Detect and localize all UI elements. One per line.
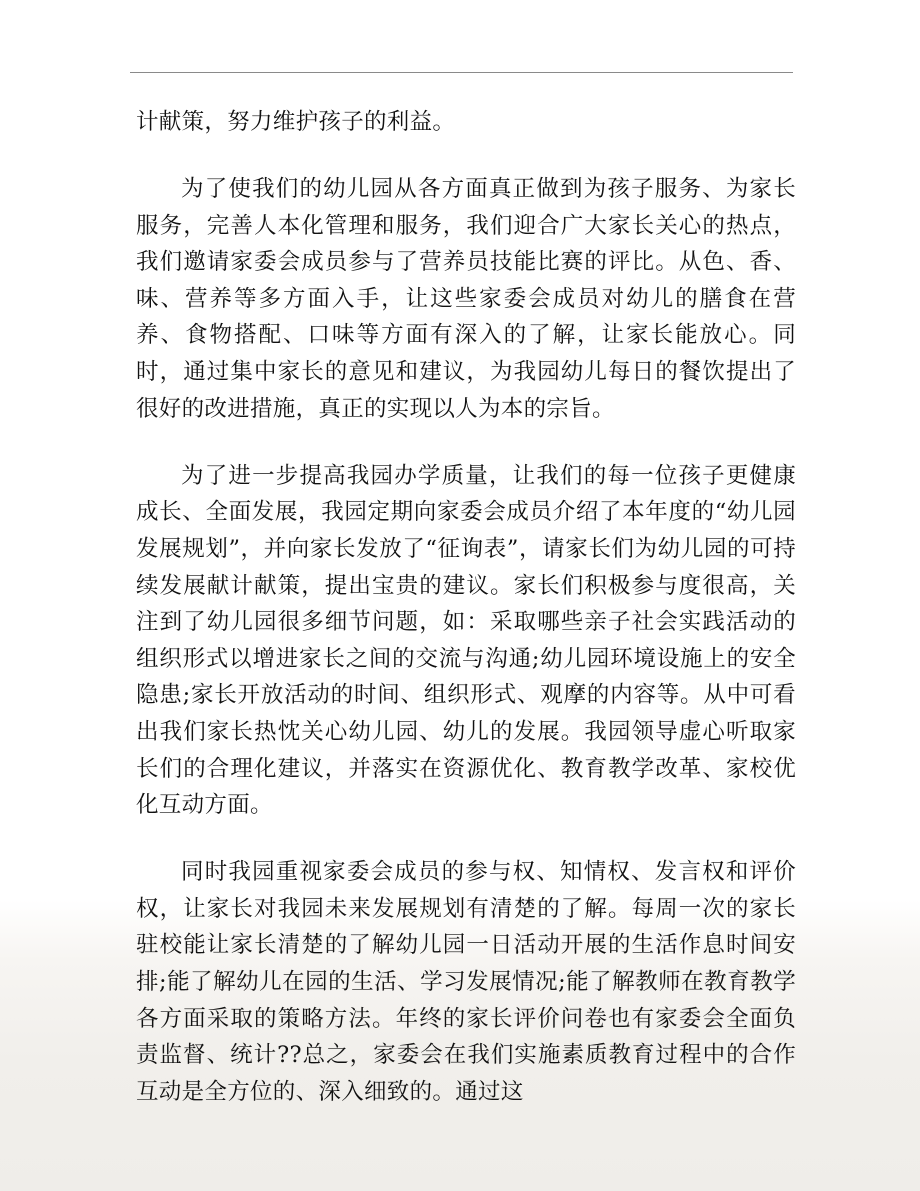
paragraph-3: 为了进一步提高我园办学质量，让我们的每一位孩子更健康成长、全面发展，我园定期向家委会成员介绍了本年度的“幼儿园发展规划”，并向家长发放了“征询表”，请家长们为幼儿园的可持续发展献计献策，提出宝贵的建议。家长们积极参与度很高，关注到了幼儿园很多细节问题，如：采取哪些亲子社会实践活动的组织形式以增进家长之间的交流与沟通;幼儿园环境设施上的安全隐患;家长开放活动的时间、组织形式、观摩的内容等。从中可看出我们家长热忱关心幼儿园、幼儿的发展。我园领导虚心听取家长们的合理化建议，并落实在资源优化、教育教学改革、家校优化互动方面。	[136, 462, 796, 819]
paragraph-2: 为了使我们的幼儿园从各方面真正做到为孩子服务、为家长服务，完善人本化管理和服务，我们迎合广大家长关心的热点，我们邀请家委会成员参与了营养员技能比赛的评比。从色、香、味、营养等多方面入手，让这些家委会成员对幼儿的膳食在营养、食物搭配、口味等方面有深入的了解，让家长能放心。同时，通过集中家长的意见和建议，为我园幼儿每日的餐饮提出了很好的改进措施，真正的实现以人为本的宗旨。	[136, 176, 796, 422]
paragraph-1: 计献策，努力维护孩子的利益。	[136, 109, 456, 135]
paragraph-4: 同时我园重视家委会成员的参与权、知情权、发言权和评价权，让家长对我园未来发展规划有清楚的了解。每周一次的家长驻校能让家长清楚的了解幼儿园一日活动开展的生活作息时间安排;能了解幼儿在园的生活、学习发展情况;能了解教师在教育教学各方面采取的策略方法。年终的家长评价问卷也有家委会全面负责监督、统计??总之，家委会在我们实施素质教育过程中的合作互动是全方位的、深入细致的。通过这	[136, 859, 796, 1105]
header-rule	[130, 72, 793, 73]
document-body	[136, 104, 796, 1141]
